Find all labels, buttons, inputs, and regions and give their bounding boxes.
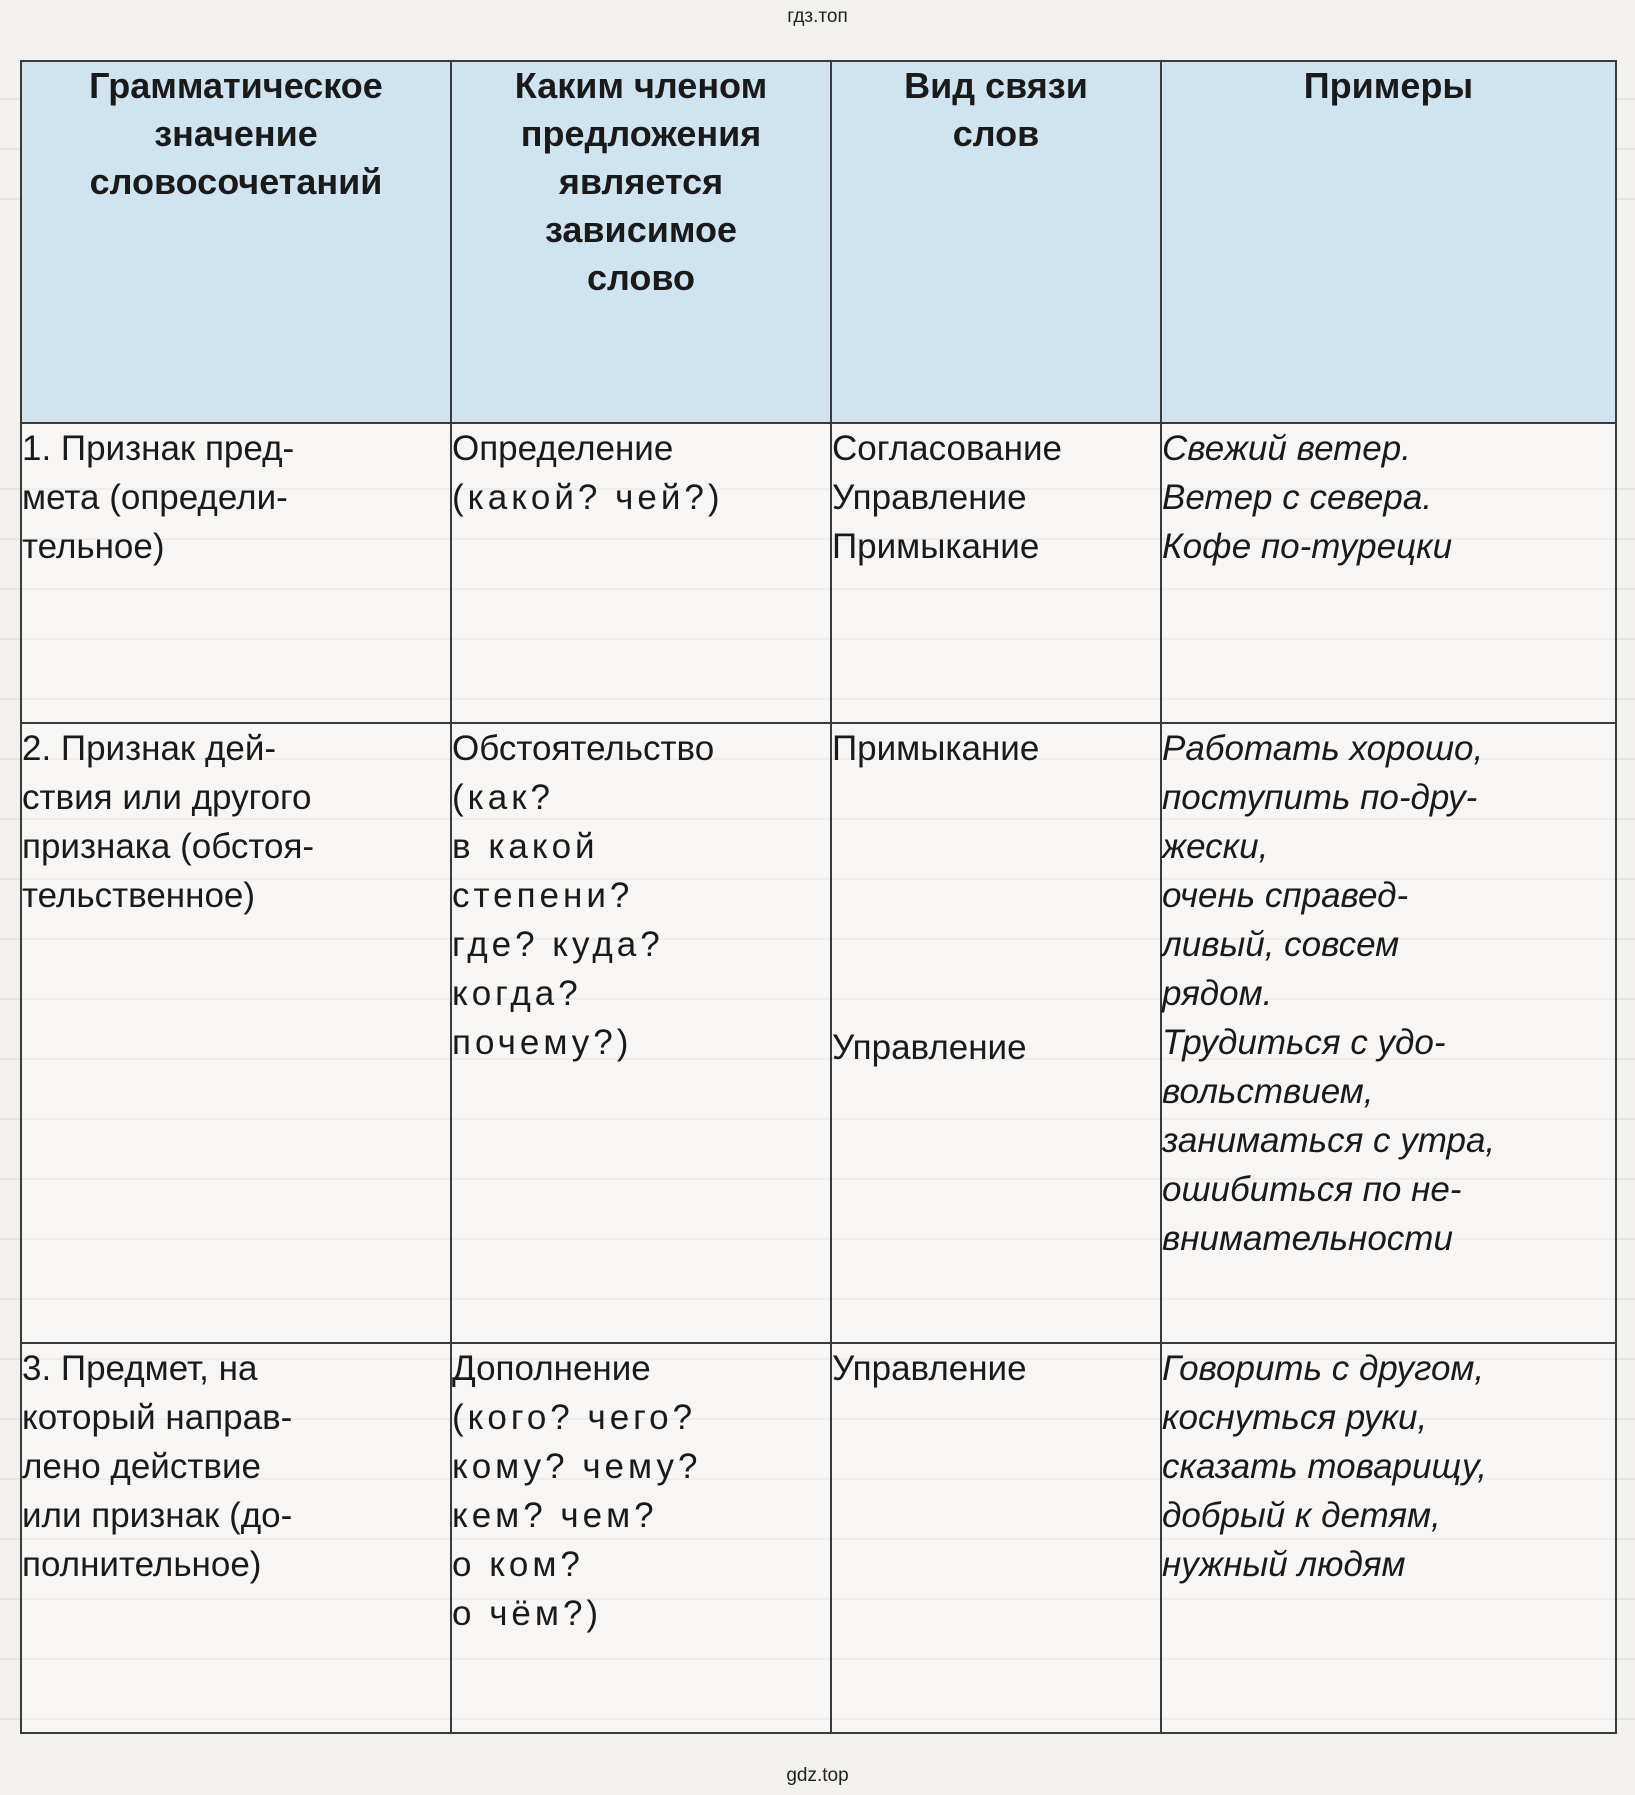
table-row <box>21 423 1616 723</box>
header-sentence-member: Каким членом предложения является зависимое слово <box>451 61 831 423</box>
table-header-row <box>21 61 1616 423</box>
table-row <box>21 723 1616 1343</box>
examples-cell: Работать хорошо, поступить по-дру- жески, очень справед- ливый, совсем рядом. Трудиться с удо- вольствием, заниматься с утра, ошибиться по не- внимательности <box>1161 723 1616 1343</box>
table-row <box>21 1343 1616 1733</box>
grammar-table <box>20 60 1617 1734</box>
link-cell: Согласование Управление Примыкание <box>831 423 1161 723</box>
member-cell: Обстоятельство (как? в какой степени? где? куда? когда? почему?) <box>451 723 831 1343</box>
member-cell: Дополнение (кого? чего? кому? чему? кем? чем? о ком? о чём?) <box>451 1343 831 1733</box>
meaning-cell: 1. Признак пред- мета (определи- тельное) <box>21 423 451 723</box>
watermark-bottom: gdz.top <box>786 1765 849 1786</box>
link-cell: Примыкание Управление <box>831 723 1161 1343</box>
header-grammatical-meaning: Грамматическое значение словосочетаний <box>21 61 451 423</box>
header-link-type: Вид связи слов <box>831 61 1161 423</box>
examples-cell: Говорить с другом, коснуться руки, сказать товарищу, добрый к детям, нужный людям <box>1161 1343 1616 1733</box>
meaning-cell: 2. Признак дей- ствия или другого признака (обстоя- тельственное) <box>21 723 451 1343</box>
watermark-top: гдз.топ <box>787 6 848 27</box>
member-cell: Определение (какой? чей?) <box>451 423 831 723</box>
meaning-cell: 3. Предмет, на который направ- лено действие или признак (до- полнительное) <box>21 1343 451 1733</box>
header-examples: Примеры <box>1161 61 1616 423</box>
examples-cell: Свежий ветер. Ветер с севера. Кофе по-турецки <box>1161 423 1616 723</box>
link-cell: Управление <box>831 1343 1161 1733</box>
